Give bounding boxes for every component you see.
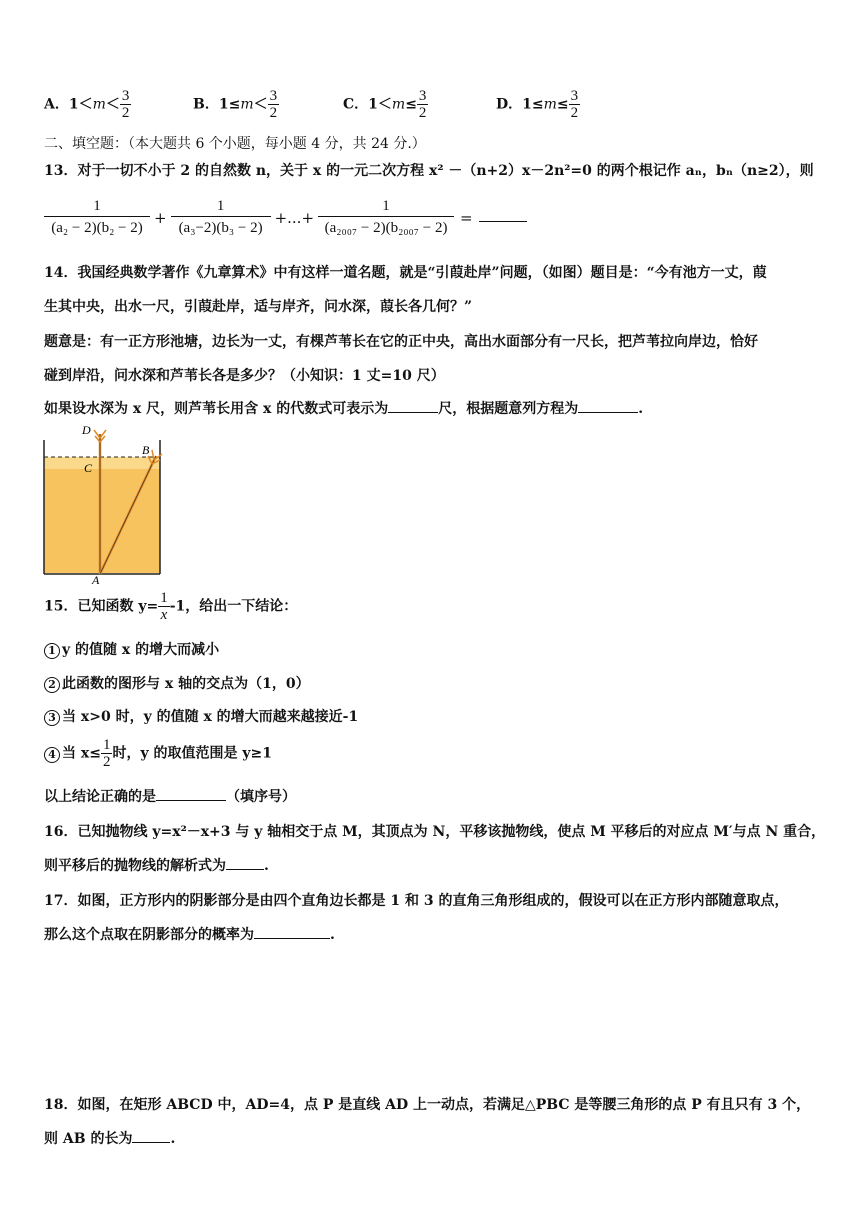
plus-sign: + [154,208,167,227]
answer-blank[interactable] [578,400,638,413]
option-b [193,88,279,121]
fraction-numerator: 1 [216,198,225,214]
q15-conclusion-part-a: 以上结论正确的是 [44,789,156,805]
option-var: m [543,96,557,113]
fraction-numerator: 1 [102,737,111,753]
label-D: D [82,423,91,437]
fraction-numerator: 1 [382,198,390,214]
fraction-denominator: (a₃−2)(b₃ − 2) [178,220,263,236]
option-rel: ≤ [405,96,417,113]
q13-term3 [318,196,454,239]
q18-line1: 18．如图，在矩形 ABCD 中，AD=4，点 P 是直线 AD 上一动点，若满足△PBC 是等腰三角形的点 P 有且只有 3 个， [44,1097,811,1113]
q16-line2-part-a: 则平移后的抛物线的解析式为 [44,858,226,874]
circled-number-icon: 1 [44,643,60,659]
option-letter: B． [193,96,219,113]
q16-line2-part-b: . [264,858,269,874]
answer-blank[interactable] [226,857,264,870]
answer-blank[interactable] [388,400,438,413]
option-left: 1≤ [522,96,544,113]
q15-item4-part-b: 时，y 的取值范围是 y≥1 [112,745,272,762]
answer-blank[interactable] [254,926,330,939]
option-letter: A． [44,96,69,113]
q15-item-1 [44,639,219,659]
fraction-denominator: (a₂₀₀₇ − 2)(b₂₀₀₇ − 2) [324,220,448,236]
fraction-denominator: 2 [269,105,278,121]
fraction-numerator: 3 [570,88,579,104]
fraction-numerator: 3 [121,88,130,104]
fraction-denominator: 2 [102,754,111,770]
option-letter: C． [343,96,369,113]
fraction-denominator: 2 [121,105,130,121]
equals-sign: = [460,208,473,227]
circled-number-icon: 3 [44,710,60,726]
label-B: B [142,443,150,457]
option-left: 1≤ [218,96,241,113]
fraction-three-halves [120,88,132,121]
option-rel: ＜ [253,96,268,113]
option-var: m [240,96,254,113]
fraction-numerator: 3 [269,88,278,104]
section-heading: 二、填空题：（本大题共 6 个小题，每小题 4 分，共 24 分.） [44,136,426,152]
q15-item-text: 此函数的图形与 x 轴的交点为（1，0） [62,676,310,692]
q16-line2 [44,855,269,875]
q15-conclusion [44,786,296,806]
label-C: C [84,461,93,475]
q14-line4: 碰到岸沿，问水深和芦苇长各是多少？（小知识：1 丈=10 尺） [44,368,445,384]
fraction-numerator: 1 [93,198,101,214]
q15-intro-part-b: -1，给出一下结论： [169,598,298,615]
option-var: m [92,96,106,113]
answer-blank[interactable] [479,213,527,222]
option-rel: ≤ [556,96,569,113]
q14-line2: 生其中央，出水一尺，引葭赴岸，适与岸齐，问水深，葭长各几何？” [44,299,473,315]
q13-term1 [44,196,150,239]
fraction-denominator: 2 [570,105,579,121]
q15-conclusion-part-b: （填序号） [226,789,296,805]
q15-item-text: 当 x>0 时，y 的值随 x 的增大而越来越接近-1 [62,709,359,725]
q13-line: 13．对于一切不小于 2 的自然数 n，关于 x 的一元二次方程 x² －（n+2）x－2n²=0 的两个根记作 aₙ，bₙ（n≥2），则 [44,163,814,179]
pond-reed-figure [40,420,170,585]
answer-blank[interactable] [156,788,226,801]
q14-line5-part-b: 尺，根据题意列方程为 [438,401,579,417]
q15-item-2 [44,673,310,693]
fraction-denominator: 2 [418,105,427,121]
q18-line2 [44,1128,175,1148]
fraction-three-halves [268,88,280,121]
q14-line3: 题意是：有一正方形池塘，边长为一丈，有棵芦苇长在它的正中央，高出水面部分有一尺长，把芦苇拉向岸边，恰好 [44,334,758,350]
q15-intro [44,590,297,623]
q15-item-3 [44,706,358,726]
q17-line2-part-b: . [330,927,335,943]
q15-item4-part-a: 当 x≤ [62,745,101,762]
circled-number-icon: 2 [44,677,60,693]
option-left: 1＜ [368,96,392,113]
q14-line5-part-c: . [638,401,644,417]
option-d [496,88,580,121]
q15-intro-part-a: 15．已知函数 y= [44,598,159,615]
q15-item-text: y 的值随 x 的增大而减小 [62,642,220,658]
fraction-numerator: 3 [418,88,427,104]
q17-line2 [44,924,335,944]
q15-item-4 [44,737,272,770]
option-rel: ＜ [105,96,120,113]
fraction-numerator: 1 [160,590,168,606]
circled-number-icon: 4 [44,747,60,763]
fraction-denominator: (a₂ − 2)(b₂ − 2) [51,220,143,236]
q14-line5-part-a: 如果设水深为 x 尺，则芦苇长用含 x 的代数式可表示为 [44,401,389,417]
q14-line5 [44,398,643,418]
q18-line2-part-b: . [170,1131,176,1147]
q17-line1: 17．如图，正方形内的阴影部分是由四个直角边长都是 1 和 3 的直角三角形组成的，假设可以在正方形内部随意取点， [44,893,789,909]
water-area [44,457,160,573]
q13-term2 [171,196,271,239]
q13-sum-expression [44,196,527,239]
fraction-one-over-x [158,590,170,623]
q14-line1: 14．我国经典数学著作《九章算术》中有这样一道名题，就是“引葭赴岸”问题，（如图）题目是：“今有池方一丈，葭 [44,265,767,281]
ellipsis-sign: +...+ [274,208,315,227]
answer-blank[interactable] [132,1130,170,1143]
option-var: m [391,96,406,113]
fraction-three-halves [417,88,429,121]
q16-line1: 16．已知抛物线 y=x²－x+3 与 y 轴相交于点 M，其顶点为 N，平移该抛物线，使点 M 平移后的对应点 M′与点 N 重合， [44,824,826,840]
q17-line2-part-a: 那么这个点取在阴影部分的概率为 [44,927,254,943]
q18-line2-part-a: 则 AB 的长为 [44,1131,133,1147]
water-highlight [44,457,160,469]
fraction-three-halves [569,88,581,121]
fraction-denominator: x [160,607,168,623]
fraction-one-half [101,737,113,770]
option-letter: D． [496,96,523,113]
label-A: A [92,573,100,585]
option-left: 1＜ [68,96,93,113]
option-c [343,88,428,121]
option-a [44,88,131,121]
